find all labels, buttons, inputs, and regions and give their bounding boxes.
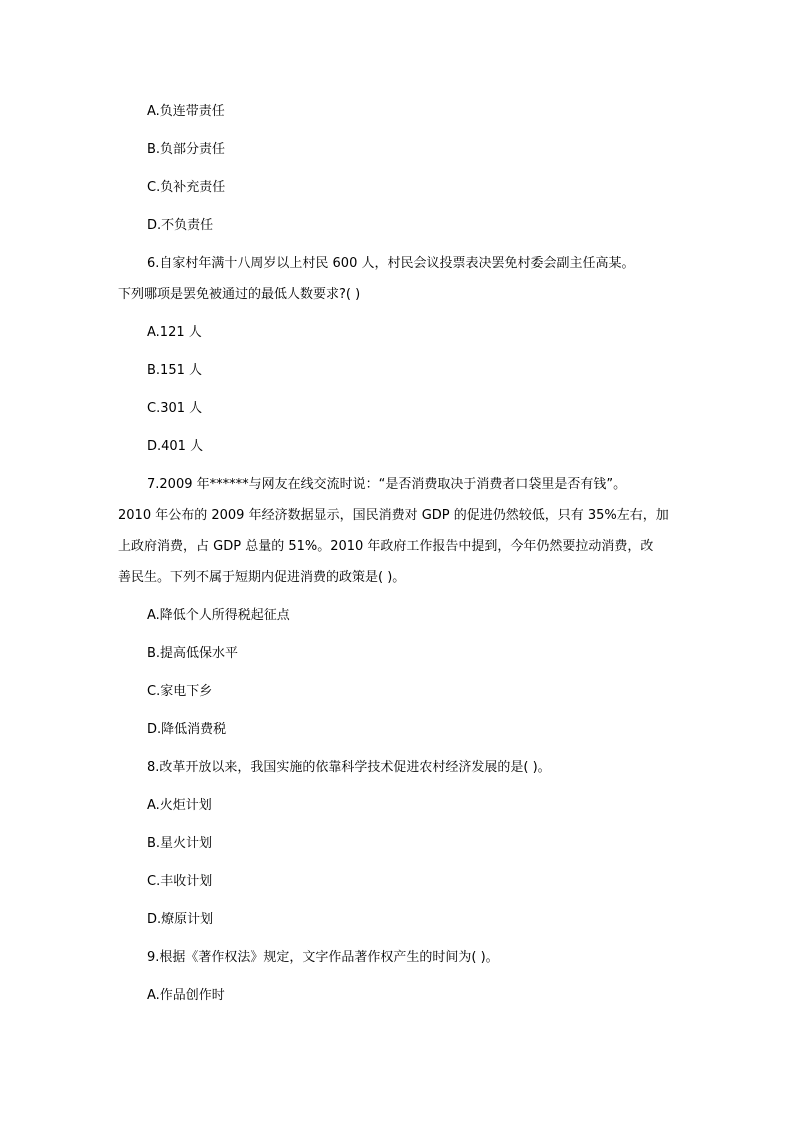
q7-stem-line-1: 7.2009 年******与网友在线交流时说：“是否消费取决于消费者口袋里是否有钱”。 [147, 477, 627, 492]
q5-option-c: C.负补充责任 [147, 180, 226, 195]
q7-stem-line-3: 上政府消费，占 GDP 总量的 51%。2010 年政府工作报告中提到，今年仍然要拉动消费，改 [118, 539, 654, 554]
q5-option-b: B.负部分责任 [147, 142, 226, 157]
q6-stem-line-2: 下列哪项是罢免被通过的最低人数要求?( ) [118, 287, 361, 302]
q7-stem-line-4: 善民生。下列不属于短期内促进消费的政策是( )。 [118, 570, 406, 585]
q9-stem-line-1: 9.根据《著作权法》规定，文字作品著作权产生的时间为( )。 [147, 950, 499, 965]
q6-option-a: A.121 人 [147, 325, 202, 340]
q8-option-c: C.丰收计划 [147, 874, 213, 889]
q8-option-b: B.星火计划 [147, 836, 213, 851]
q5-option-a: A.负连带责任 [147, 104, 225, 119]
q9-option-a: A.作品创作时 [147, 988, 225, 1003]
q7-option-b: B.提高低保水平 [147, 646, 239, 661]
q8-option-a: A.火炬计划 [147, 798, 212, 813]
q6-option-c: C.301 人 [147, 401, 203, 416]
q7-option-c: C.家电下乡 [147, 684, 213, 699]
q6-stem-line-1: 6.自家村年满十八周岁以上村民 600 人，村民会议投票表决罢免村委会副主任高某。 [147, 256, 635, 271]
q8-stem-line-1: 8.改革开放以来，我国实施的依靠科学技术促进农村经济发展的是( )。 [147, 760, 551, 775]
q7-option-d: D.降低消费税 [147, 722, 227, 737]
q7-option-a: A.降低个人所得税起征点 [147, 608, 290, 623]
q7-stem-line-2: 2010 年公布的 2009 年经济数据显示，国民消费对 GDP 的促进仍然较低，只有 35%左右，加 [118, 508, 669, 523]
q8-option-d: D.燎原计划 [147, 912, 214, 927]
q6-option-d: D.401 人 [147, 439, 204, 454]
q5-option-d: D.不负责任 [147, 218, 214, 233]
q6-option-b: B.151 人 [147, 363, 202, 378]
